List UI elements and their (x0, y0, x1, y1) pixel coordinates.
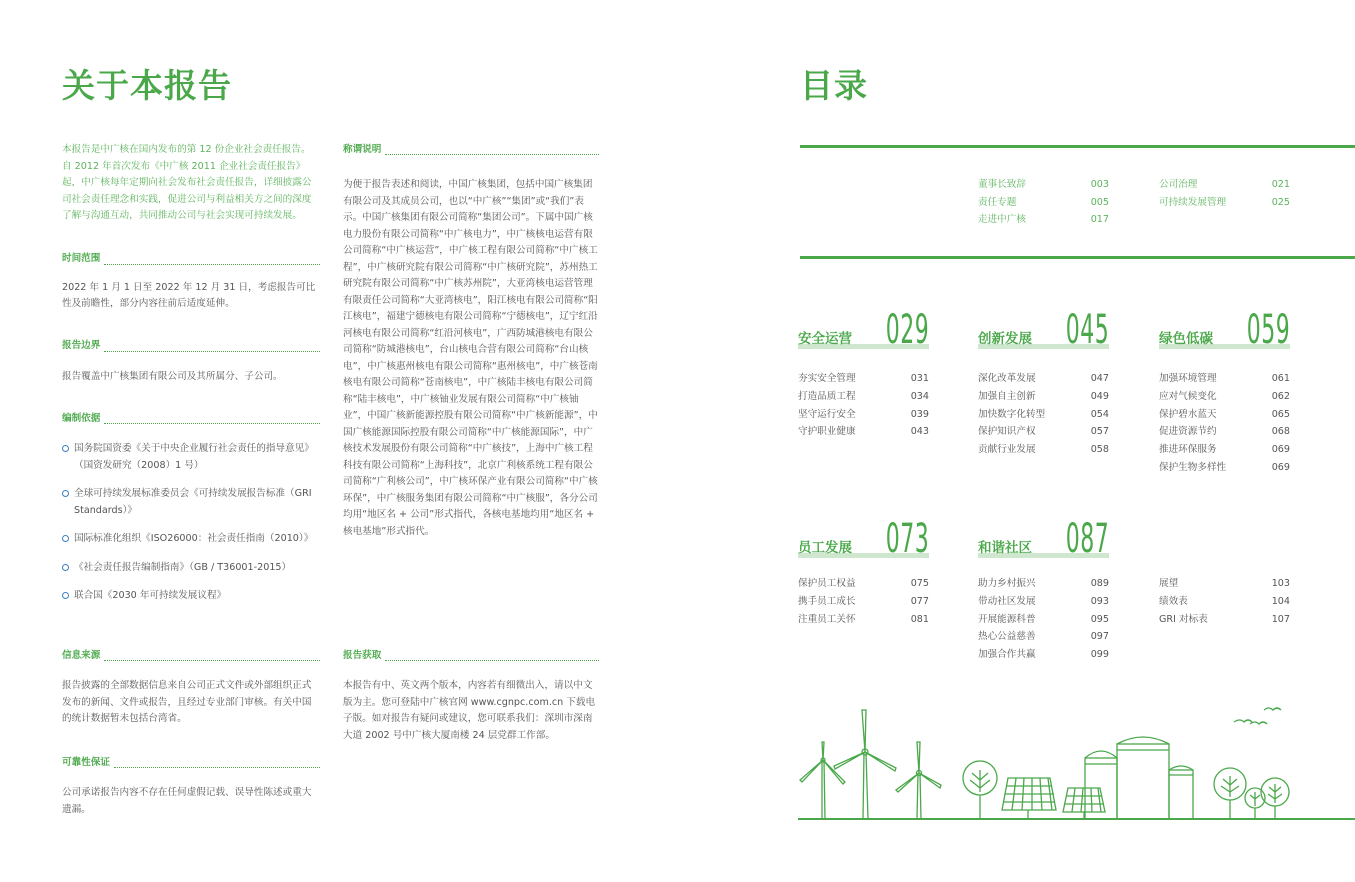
section-heading-source: 信息来源 (62, 650, 320, 664)
tree-icon (963, 761, 997, 819)
section-heading-boundary: 报告边界 (62, 341, 320, 355)
chapter-header-innovation[interactable] (978, 307, 1109, 353)
divider (800, 145, 1355, 148)
chapter-items-safety (798, 370, 929, 441)
green-energy-illustration (798, 700, 1355, 825)
section-body-naming: 为便于报告表述和阅读，中国广核集团，包括中国广核集团有限公司及其成员公司，也以“中广核”“集团”或“我们”表示。中国广核集团有限公司简称“集团公司”。下属中国广核电力股份有限公司简称“中广核电力”，中广核核电运营有限公司简称“中广核运营”，中广核工程有限公司简称“中广核工程”，中广核研究院有限公司简称“中广核研究院”，苏州热工研究院有限公司简称“中广核苏州院”，大亚湾核电运营管理有限责任公司简称“大亚湾核电”，阳江核电有限公司简称“阳江核电”，福建宁德核电有限公司简称“宁德核电”，辽宁红沿河核电有限公司简称“红沿河核电”，广西防城港核电有限公司简称“防城港核电”，台山核电合营有限公司简称“台山核电”，中广核惠州核电有限公司简称“惠州核电”，中广核苍南核电有限公司简称“苍南核电”，中广核陆丰核电有限公司简称“陆丰核电”，中广核铀业发展有限公司简称“中广核铀业”，中国广核新能源控股有限公司简称“中广核新能源”，中国广核能源国际控股有限公司简称“中广核能源国际”，中广核技术发展股份有限公司简称“中广核技”，上海中广核工程科技有限公司简称“上海科技”，北京广利核系统工程有限公司简称“广利核公司”，中广核环保产业有限公司简称“中广核环保”，中广核服务集团有限公司简称“中广核服”，各分公司均用“地区名 + 公司”形式指代，各核电基地均用“地区名 + 核电基地”形式指代。 (343, 179, 598, 537)
chapter-name: 创新发展 (978, 331, 1032, 347)
toc-entry[interactable]: 展望 103 (1159, 578, 1290, 589)
toc-entry[interactable]: 可持续发展管理 025 (1159, 196, 1290, 208)
chapter-name: 安全运营 (798, 331, 852, 347)
toc-entry[interactable]: 携手员工成长 077 (798, 595, 929, 607)
toc-entry[interactable]: 走进中广核 017 (978, 214, 1109, 225)
page-title-toc: 目录 (800, 66, 868, 105)
section-body-time: 2022 年 1 月 1 日至 2022 年 12 月 31 日，考虑报告可比性及前瞻性，部分内容往前后适度延伸。 (62, 281, 316, 309)
chapter-name: 员工发展 (798, 540, 852, 556)
toc-entry[interactable]: 保护碧水蓝天 065 (1159, 408, 1290, 420)
toc-entry[interactable]: 坚守运行安全 039 (798, 408, 929, 420)
section-body-reliability: 公司承诺报告内容不存在任何虚假记载、误导性陈述或重大遗漏。 (62, 787, 312, 815)
toc-entry[interactable]: 保护员工权益 075 (798, 578, 929, 589)
chapter-name: 绿色低碳 (1159, 331, 1213, 347)
solar-panel-icon (1063, 788, 1105, 819)
toc-entry[interactable]: 开展能源科普 095 (978, 613, 1109, 625)
tree-icon (1245, 788, 1265, 819)
toc-entry[interactable]: 责任专题 005 (978, 196, 1109, 208)
section-heading-naming: 称谓说明 (343, 144, 599, 158)
nuclear-plant-icon (1085, 737, 1193, 819)
toc-entry[interactable]: 公司治理 021 (1159, 179, 1290, 190)
section-heading-basis: 编制依据 (62, 413, 320, 427)
section-access (343, 650, 599, 744)
toc-entry[interactable]: 加强环境管理 061 (1159, 373, 1290, 384)
chapter-items-employees (798, 575, 929, 628)
section-source (62, 650, 320, 728)
toc-top-col2 (1159, 176, 1290, 211)
toc-entry[interactable]: 注重员工关怀 081 (798, 613, 929, 625)
toc-entry[interactable]: 打造品质工程 034 (798, 390, 929, 402)
toc-entry[interactable]: 守护职业健康 043 (798, 426, 929, 438)
toc-entry[interactable]: 董事长致辞 003 (978, 179, 1109, 190)
section-basis (62, 413, 320, 605)
wind-turbine-icon (896, 742, 941, 819)
toc-entry[interactable]: 应对气候变化 062 (1159, 390, 1290, 402)
toc-entry[interactable]: 热心公益慈善 097 (978, 631, 1109, 643)
tree-icon (1214, 768, 1246, 819)
chapter-header-safety[interactable] (798, 307, 929, 353)
section-body-source: 报告披露的全部数据信息来自公司正式文件或外部组织正式发布的新闻、文件或报告，且经过专业部门审核。有关中国的统计数据暂未包括台湾省。 (62, 680, 312, 724)
page-title-about: 关于本报告 (62, 66, 232, 105)
toc-entry[interactable]: 推进环保服务 069 (1159, 444, 1290, 456)
intro-paragraph: 本报告是中广核在国内发布的第 12 份企业社会责任报告。自 2012 年首次发布《中广核 2011 企业社会责任报告》起，中广核每年定期向社会发布社会责任报告，详细披露公司社会责任理念和实践，促进公司与利益相关方之间的深度了解与沟通互动，共同推动公司与社会实现可持续发展。 (62, 144, 312, 221)
chapter-number: 059 (1246, 307, 1290, 353)
section-time (62, 254, 320, 313)
wind-turbine-icon (800, 742, 845, 819)
list-item: 《社会责任报告编制指南》（GB / T36001-2015） (62, 560, 320, 577)
toc-entry[interactable]: 保护生物多样性 069 (1159, 461, 1290, 473)
chapter-items-innovation (978, 370, 1109, 459)
section-reliability (62, 757, 320, 818)
solar-panel-icon (1002, 778, 1056, 819)
section-heading-time: 时间范围 (62, 254, 320, 268)
section-heading-reliability: 可靠性保证 (62, 757, 320, 771)
toc-entry[interactable]: GRI 对标表 107 (1159, 613, 1290, 625)
toc-entry[interactable]: 加快数字化转型 054 (978, 408, 1109, 420)
toc-entry[interactable]: 深化改革发展 047 (978, 373, 1109, 384)
toc-entry[interactable]: 加强自主创新 049 (978, 390, 1109, 402)
left-column-1 (62, 142, 320, 617)
chapter-items-community (978, 575, 1109, 664)
toc-entry[interactable]: 夯实安全管理 031 (798, 373, 929, 384)
basis-list (62, 441, 320, 605)
list-item: 国务院国资委《关于中央企业履行社会责任的指导意见》（国资发研究（2008）1 号） (62, 441, 320, 474)
chapter-number: 045 (1065, 307, 1109, 353)
wind-turbine-icon (834, 710, 896, 819)
section-boundary (62, 341, 320, 386)
chapter-number: 087 (1065, 516, 1109, 562)
list-item: 国际标准化组织《ISO26000：社会责任指南（2010）》 (62, 531, 320, 548)
section-body-access: 本报告有中、英文两个版本，内容若有细微出入，请以中文版为主。您可登陆中广核官网 www.cgnpc.com.cn 下载电子版。如对报告有疑问或建议，您可联系我们：深圳市深南大道 2002 号中广核大厦南楼 24 层党群工作部。 (343, 680, 596, 741)
toc-entry[interactable]: 带动社区发展 093 (978, 595, 1109, 607)
toc-entry[interactable]: 贡献行业发展 058 (978, 444, 1109, 456)
toc-entry[interactable]: 助力乡村振兴 089 (978, 578, 1109, 589)
chapter-number: 073 (885, 516, 929, 562)
chapter-header-green[interactable] (1159, 307, 1290, 353)
chapter-header-community[interactable] (978, 516, 1109, 562)
toc-entry[interactable]: 加强合作共赢 099 (978, 649, 1109, 661)
toc-end-items (1159, 575, 1290, 628)
toc-entry[interactable]: 促进资源节约 068 (1159, 426, 1290, 438)
chapter-number: 029 (885, 307, 929, 353)
section-body-boundary: 报告覆盖中广核集团有限公司及其所属分、子公司。 (62, 370, 283, 382)
section-heading-access: 报告获取 (343, 650, 599, 664)
list-item: 全球可持续发展标准委员会《可持续发展报告标准（GRI Standards）》 (62, 486, 320, 519)
chapter-name: 和谐社区 (978, 540, 1032, 556)
divider (800, 256, 1355, 259)
toc-entry[interactable]: 绩效表 104 (1159, 595, 1290, 607)
list-item: 联合国《2030 年可持续发展议程》 (62, 588, 320, 605)
chapter-items-green (1159, 370, 1290, 477)
chapter-header-employees[interactable] (798, 516, 929, 562)
toc-entry[interactable]: 保护知识产权 057 (978, 426, 1109, 438)
toc-top-col1 (978, 176, 1109, 229)
birds-icon (1234, 708, 1281, 724)
section-naming (343, 144, 599, 540)
